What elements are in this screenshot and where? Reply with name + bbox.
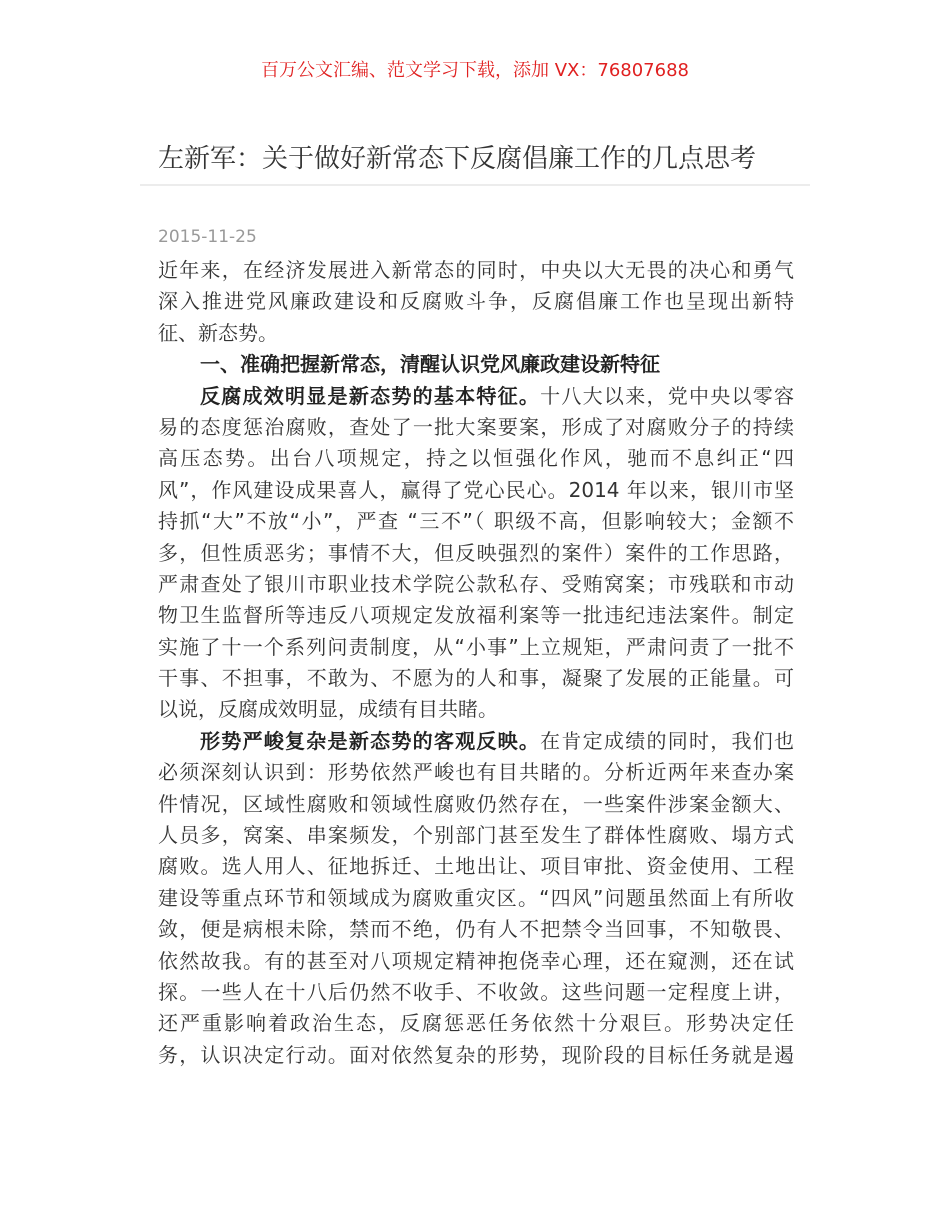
body-line: 腐败。选人用人、征地拆迁、土地出让、项目审批、资金使用、工程 bbox=[158, 854, 794, 879]
body-line: 建设等重点环节和领域成为腐败重灾区。“四风”问题虽然面上有所收 bbox=[158, 885, 794, 910]
paragraph-lead: 形势严峻复杂是新态势的客观反映。 bbox=[200, 728, 541, 753]
section-heading bbox=[158, 349, 794, 380]
article-body bbox=[158, 255, 794, 1071]
body-text: 在肯定成绩的同时，我们也 bbox=[540, 728, 795, 753]
body-line: 干事、不担事，不敢为、不愿为的人和事，凝聚了发展的正能量。可 bbox=[158, 666, 794, 691]
body-line: 敛，便是病根未除，禁而不绝，仍有人不把禁令当回事，不知敬畏、 bbox=[158, 917, 794, 942]
watermark-banner: 百万公文汇编、范文学习下载，添加 VX：76807688 bbox=[261, 60, 689, 81]
body-line: 近年来，在经济发展进入新常态的同时，中央以大无畏的决心和勇气 bbox=[158, 258, 794, 282]
paragraph-first-line bbox=[158, 726, 794, 757]
body-line: 人员多，窝案、串案频发，个别部门甚至发生了群体性腐败、塌方式 bbox=[158, 823, 794, 848]
body-line: 还严重影响着政治生态，反腐惩恶任务依然十分艰巨。形势决定任 bbox=[158, 1011, 794, 1036]
body-line: 深入推进党风廉政建设和反腐败斗争，反腐倡廉工作也呈现出新特 bbox=[158, 289, 794, 314]
body-line: 必须深刻认识到：形势依然严峻也有目共睹的。分析近两年来查办案 bbox=[158, 760, 794, 785]
article-title: 左新军：关于做好新常态下反腐倡廉工作的几点思考 bbox=[158, 144, 757, 174]
publish-date: 2015-11-25 bbox=[158, 227, 257, 247]
body-line: 探。一些人在十八后仍然不收手、不收敛。这些问题一定程度上讲， bbox=[158, 979, 794, 1004]
body-line: 以说，反腐成效明显，成绩有目共睹。 bbox=[158, 697, 498, 722]
body-line: 依然故我。有的甚至对八项规定精神抱侥幸心理，还在窥测，还在试 bbox=[158, 948, 794, 973]
body-line: 多，但性质恶劣；事情不大，但反映强烈的案件）案件的工作思路， bbox=[158, 540, 794, 565]
section-heading-text: 一、准确把握新常态，清醒认识党风廉政建设新特征 bbox=[200, 352, 660, 377]
body-line: 件情况，区域性腐败和领域性腐败仍然存在，一些案件涉案金额大、 bbox=[158, 791, 794, 816]
paragraph-lead: 反腐成效明显是新态势的基本特征。 bbox=[200, 383, 541, 408]
body-text: 十八大以来，党中央以零容 bbox=[540, 383, 795, 408]
body-line: 实施了十一个系列问责制度，从“小事”上立规矩，严肃问责了一批不 bbox=[158, 634, 794, 659]
body-line: 严肃查处了银川市职业技术学院公款私存、受贿窝案；市残联和市动 bbox=[158, 571, 794, 596]
body-line: 持抓“大”不放“小”，严查 “三不”（ 职级不高，但影响较大；金额不 bbox=[158, 509, 794, 534]
title-divider bbox=[140, 184, 810, 186]
paragraph-first-line bbox=[158, 381, 794, 412]
body-line: 高压态势。出台八项规定，持之以恒强化作风，驰而不息纠正“四 bbox=[158, 446, 794, 471]
body-line: 物卫生监督所等违反八项规定发放福利案等一批违纪违法案件。制定 bbox=[158, 603, 794, 628]
body-line: 征、新态势。 bbox=[158, 320, 278, 345]
body-line: 易的态度惩治腐败，查处了一批大案要案，形成了对腐败分子的持续 bbox=[158, 414, 794, 439]
body-line: 风”，作风建设成果喜人，赢得了党心民心。2014 年以来，银川市坚 bbox=[158, 477, 794, 502]
body-line: 务，认识决定行动。面对依然复杂的形势，现阶段的目标任务就是遏 bbox=[158, 1042, 794, 1067]
